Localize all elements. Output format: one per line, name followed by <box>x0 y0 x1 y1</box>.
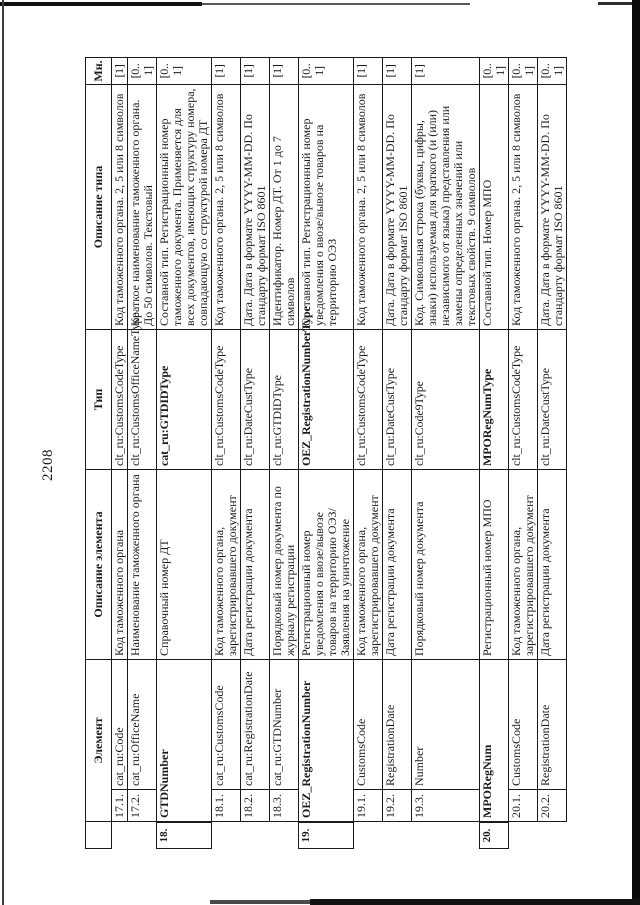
cell-element: cat_ru:RegistrationDate <box>241 659 270 789</box>
cell-type: clt_ru:DateCustType <box>241 329 270 469</box>
table-row <box>270 57 299 821</box>
cell-type-desc: Код таможенного органа. 2, 5 или 8 символов <box>212 84 241 329</box>
section-number-box: 19. <box>298 822 354 849</box>
table-row <box>383 57 412 821</box>
cell-element-desc: Дата регистрации документа <box>241 469 270 659</box>
table-row <box>299 57 354 821</box>
cell-element: cat_ru:OfficeName <box>128 659 157 789</box>
table-row <box>354 57 383 821</box>
cell-number: 19.1. <box>354 790 383 822</box>
cell-type-desc: Код таможенного органа. 2, 5 или 8 символов <box>112 84 128 329</box>
cell-type-desc: Составной тип. Регистрационный номер уведомления о ввозе/вывозе товаров на территорию ОЭЗ <box>299 84 354 329</box>
cell-multiplicity: [1] <box>354 57 383 84</box>
cell-element: RegistrationDate <box>538 659 567 789</box>
cell-multiplicity: [1] <box>412 57 480 84</box>
cell-multiplicity: [1] <box>112 57 128 84</box>
cell-number: 17.2. <box>128 790 157 822</box>
cell-type: clt_ru:Code9Type <box>412 329 480 469</box>
cell-number: 19.2. <box>383 790 412 822</box>
cell-element <box>480 659 509 843</box>
cell-type-desc: Дата. Дата в формате YYYY-MM-DD. По стандарту формат ISO 8601 <box>538 84 567 329</box>
cell-type-desc: Код. Символьная строка (буквы, цифры, знаки) используемая для краткого (и (или) независимого от языка) представления или замены определенных значений или текстовых свойств. 9 символов <box>412 84 480 329</box>
cell-multiplicity: [1] <box>270 57 299 84</box>
col-header-element <box>86 659 112 821</box>
cell-type: clt_ru:CustomsCodeType <box>112 329 128 469</box>
cell-element-desc: Регистрационный номер уведомления о ввозе/вывозе товаров на территорию ОЭЗ/Заявления на уничтожение <box>299 469 354 659</box>
cell-multiplicity: [1] <box>212 57 241 84</box>
cell-multiplicity: [0..1] <box>299 57 354 84</box>
cell-type: clt_ru:CustomsCodeType <box>354 329 383 469</box>
cell-element: CustomsCode <box>354 659 383 789</box>
cell-number: 18.1. <box>212 790 241 822</box>
cell-multiplicity: [0..1] <box>128 57 157 84</box>
cell-element: cat_ru:CustomsCode <box>212 659 241 789</box>
col-header-mult: Мн. <box>86 57 112 84</box>
cell-type-desc: Составной тип. Регистрационный номер таможенного документа. Применяется для всех документов, имеющих структуру номера, совпадающую со структурой номера ДТ <box>157 84 212 329</box>
table-row <box>480 57 509 821</box>
table-row <box>157 57 212 821</box>
cell-type: OEZ_RegistrationNumberType <box>299 329 354 469</box>
cell-element-desc: Порядковый номер документа по журналу регистрации <box>270 469 299 659</box>
header-row <box>86 57 112 821</box>
cell-number: 17.1. <box>112 790 128 822</box>
section-number-box: 18. <box>156 822 212 849</box>
table-row <box>112 57 128 821</box>
table-row <box>538 57 567 821</box>
cell-element-desc: Код таможенного органа <box>112 469 128 659</box>
cell-multiplicity: [0..1] <box>509 57 538 84</box>
cell-type: cat_ru:GTDIDType <box>157 329 212 469</box>
cell-element <box>299 659 354 843</box>
cell-type-desc: Краткое наименование таможенного органа. До 50 символов. Текстовый <box>128 84 157 329</box>
cell-multiplicity: [1] <box>383 57 412 84</box>
cell-number: 18.3. <box>270 790 299 822</box>
page-number: 2208 <box>40 449 56 481</box>
cell-type: clt_ru:GTDIDType <box>270 329 299 469</box>
cell-type-desc: Код таможенного органа. 2, 5 или 8 символов <box>509 84 538 329</box>
cell-element-desc: Регистрационный номер МПО <box>480 469 509 659</box>
col-header-type: Тип <box>86 329 112 469</box>
cell-multiplicity: [0..1] <box>157 57 212 84</box>
cell-element-desc: Код таможенного органа, зарегистрировавшего документ <box>212 469 241 659</box>
cell-multiplicity: [1] <box>241 57 270 84</box>
cell-element: RegistrationDate <box>383 659 412 789</box>
cell-type: clt_ru:DateCustType <box>383 329 412 469</box>
table-row <box>128 57 157 821</box>
cell-element: Number <box>412 659 480 789</box>
cell-element-desc: Дата регистрации документа <box>538 469 567 659</box>
col-header-type-desc: Описание типа <box>86 84 112 329</box>
cell-number: 20.2. <box>538 790 567 822</box>
cell-type-desc: Дата. Дата в формате YYYY-MM-DD. По стандарту формат ISO 8601 <box>241 84 270 329</box>
table-row <box>412 57 480 821</box>
col-header-element-desc: Описание элемента <box>86 469 112 659</box>
cell-element-desc: Справочный номер ДТ <box>157 469 212 659</box>
cell-element-desc: Дата регистрации документа <box>383 469 412 659</box>
cell-element-desc: Код таможенного органа, зарегистрировавшего документ <box>509 469 538 659</box>
schema-table <box>85 57 567 843</box>
header-outdent-box <box>85 822 112 849</box>
cell-element: cat_ru:GTDNumber <box>270 659 299 789</box>
element-name: OEZ_RegistrationNumber <box>299 680 313 818</box>
table-row <box>212 57 241 821</box>
cell-number: 20.1. <box>509 790 538 822</box>
cell-type: clt_ru:CustomsCodeType <box>212 329 241 469</box>
cell-type: clt_ru:CustomsOfficeNameType <box>128 329 157 469</box>
element-name: MPORegNum <box>480 744 494 818</box>
cell-type: MPORegNumType <box>480 329 509 469</box>
cell-element-desc: Порядковый номер документа <box>412 469 480 659</box>
cell-element-desc: Код таможенного органа, зарегистрировавшего документ <box>354 469 383 659</box>
cell-multiplicity: [0..1] <box>480 57 509 84</box>
element-name: GTDNumber <box>157 749 171 818</box>
cell-element: CustomsCode <box>509 659 538 789</box>
cell-type-desc: Дата. Дата в формате YYYY-MM-DD. По стандарту формат ISO 8601 <box>383 84 412 329</box>
cell-multiplicity: [0..1] <box>538 57 567 84</box>
cell-element: cat_ru:Code <box>112 659 128 789</box>
table-row <box>241 57 270 821</box>
cell-type: clt_ru:CustomsCodeType <box>509 329 538 469</box>
cell-type-desc: Идентификатор. Номер ДТ. От 1 до 7 символов <box>270 84 299 329</box>
col-header-element-label: Элемент <box>91 717 105 764</box>
cell-type: clt_ru:DateCustType <box>538 329 567 469</box>
cell-number: 19.3. <box>412 790 480 822</box>
cell-element <box>157 659 212 843</box>
table-row <box>509 57 538 821</box>
cell-element-desc: Наименование таможенного органа <box>128 469 157 659</box>
cell-type-desc: Код таможенного органа. 2, 5 или 8 символов <box>354 84 383 329</box>
section-number-box: 20. <box>479 822 509 849</box>
cell-type-desc: Составной тип. Номер МПО <box>480 84 509 329</box>
cell-number: 18.2. <box>241 790 270 822</box>
